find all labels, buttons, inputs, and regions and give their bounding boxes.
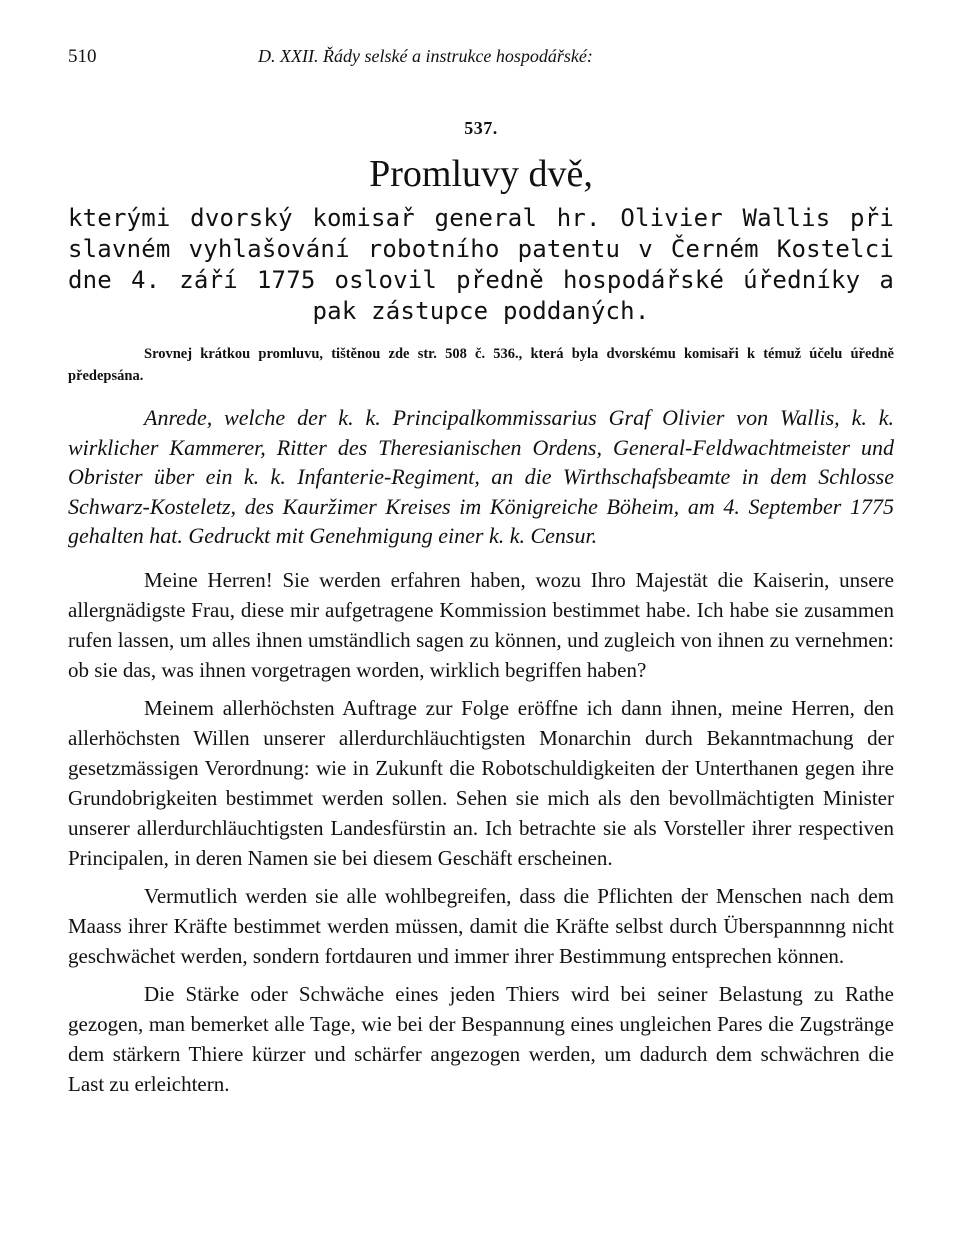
body-text [68,565,894,1099]
document-page [68,42,894,1099]
document-subtitle: kterými dvorský komisař general hr. Olivier Wallis při slavném vyhlašování robotního patentu v Černém Kostelci dne 4. září 1775 oslovil předně hospodářské úředníky a pak zástupce poddaných. [68,204,894,325]
german-heading: Anrede, welche der k. k. Principalkommissarius Graf Olivier von Wallis, k. k. wirklicher Kammerer, Ritter des Theresianischen Ordens, General-Feldwachtmeister und Obrister über ein k. k. Infanterie-Regiment, an die Wirthschafsbeamte in dem Schlosse Schwarz-Kosteletz, des Kauržimer Kreises im Königreiche Böheim, am 4. September 1775 gehalten hat. Gedruckt mit Genehmigung einer k. k. Censur. [68,405,894,548]
paragraph-2: Meinem allerhöchsten Auftrage zur Folge eröffne ich dann ihnen, meine Herren, den allerhöchsten Willen unserer allerdurchläuchtigsten Monarchin durch Bekanntmachung der gesetzmässigen Verordnung: wie in Zukunft die Robotschuldigkeiten der Unterthanen gegen ihre Grundobrigkeiten bestimmet werden sollen. Sehen sie mich als den bevollmächtigten Minister unserer allerdurchläuchtigsten Landesfürstin an. Ich betrachte sie als Vorsteller ihrer respectiven Principalen, in deren Namen sie bei diesem Geschäft erscheinen. [68,695,894,870]
reference-note: Srovnej krátkou promluvu, tištěnou zde str. 508 č. 536., která byla dvorskému komisaři k témuž účelu úředně předepsána. [68,346,894,384]
paragraph-1: Meine Herren! Sie werden erfahren haben, wozu Ihro Majestät die Kaiserin, unsere allergnädigste Frau, diese mir aufgetragene Kommission bestimmet habe. Ich habe sie zusammen rufen lassen, um alles ihnen umständlich sagen zu können, und zugleich von ihnen zu vernehmen: ob sie das, was ihnen vorgetragen worden, wirklich begriffen haben? [68,567,894,682]
page-number: 510 [68,46,97,67]
paragraph-4: Die Stärke oder Schwäche eines jeden Thiers wird bei seiner Belastung zu Rathe gezogen, man bemerket alle Tage, wie bei der Bespannung eines ungleichen Pares die Zugstränge dem stärkern Thiere kürzer und schärfer angezogen werden, um dadurch dem schwächren die Last zu erleichtern. [68,981,894,1096]
running-title: D. XXII. Řády selské a instrukce hospodářské: [258,46,593,66]
document-title: Promluvy dvě, [369,153,593,195]
paragraph-3: Vermutlich werden sie alle wohlbegreifen, dass die Pflichten der Menschen nach dem Maass ihrer Kräfte bestimmet werden müssen, damit die Kräfte selbst durch Überspannnng nicht geschwächet werden, sondern fortdauren und immer ihrer Bestimmung entsprechen können. [68,883,894,968]
running-header [68,42,894,76]
document-number: 537. [464,118,498,138]
